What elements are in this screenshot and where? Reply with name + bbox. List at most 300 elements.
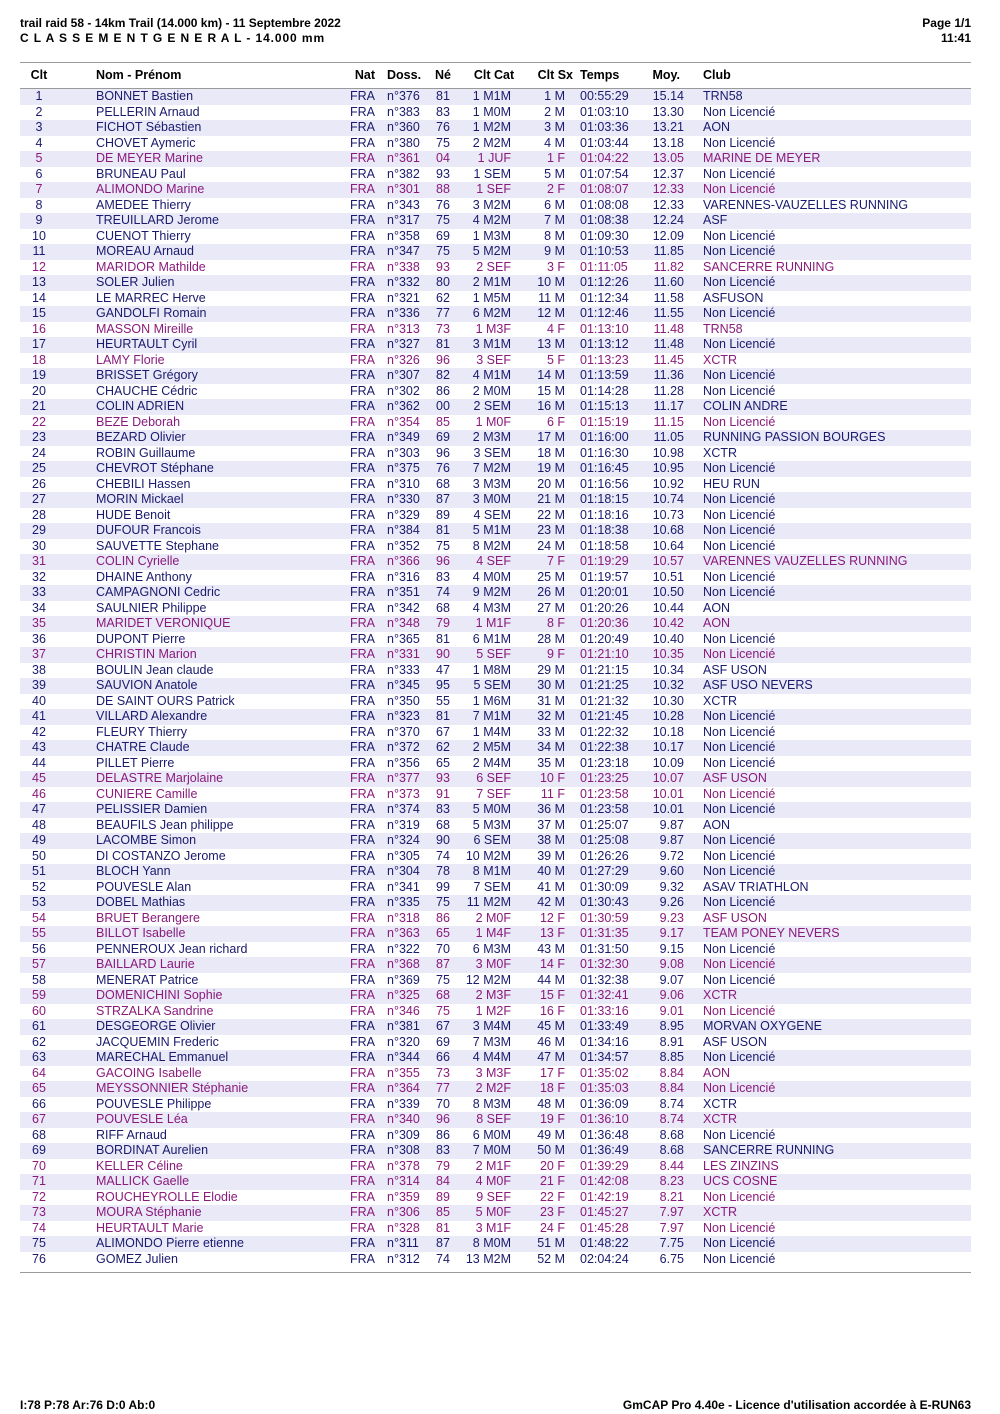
cell-time: 01:08:07 — [577, 182, 642, 198]
cell-club: Non Licencié — [703, 786, 776, 801]
table-end-rule — [20, 1272, 971, 1273]
report-header — [20, 16, 341, 45]
cell-born: 76 — [423, 461, 463, 477]
cell-name: DHAINE Anthony — [96, 569, 192, 584]
cell-time: 01:34:16 — [580, 1034, 629, 1049]
cell-speed: 10.44 — [652, 600, 684, 615]
cell-name: BORDINAT Aurelien — [58, 1143, 315, 1159]
cell-nat: FRA — [315, 523, 375, 539]
table-row — [20, 647, 971, 663]
cell-time: 01:36:10 — [577, 1112, 642, 1128]
table-row — [20, 461, 971, 477]
cell-speed: 13.05 — [642, 151, 692, 167]
cell-cat-rank: 2 M3F — [463, 988, 525, 1004]
cell-nat: FRA — [315, 926, 375, 942]
cell-bib: n°320 — [387, 1034, 420, 1049]
cell-club: Non Licencié — [692, 740, 971, 756]
cell-rank: 26 — [32, 476, 46, 491]
cell-bib: n°303 — [387, 445, 420, 460]
cell-sex-rank: 3 F — [546, 259, 565, 274]
cell-sex-rank: 20 M — [537, 476, 565, 491]
cell-nat: FRA — [315, 957, 375, 973]
cell-sex-rank: 17 M — [525, 430, 577, 446]
table-row — [20, 229, 971, 245]
cell-rank: 27 — [20, 492, 58, 508]
cell-name: BEZE Deborah — [96, 414, 181, 429]
cell-nat: FRA — [350, 941, 375, 956]
cell-time: 01:21:15 — [580, 662, 629, 677]
cell-rank: 46 — [32, 786, 46, 801]
table-row — [20, 182, 971, 198]
cell-bib: n°312 — [387, 1251, 420, 1266]
cell-club: ASF — [692, 213, 971, 229]
table-row — [20, 260, 971, 276]
cell-time: 01:42:08 — [577, 1174, 642, 1190]
cell-rank: 18 — [32, 352, 46, 367]
cell-bib: n°311 — [375, 1236, 423, 1252]
cell-time: 01:34:57 — [577, 1050, 642, 1066]
cell-sex-rank: 47 M — [525, 1050, 577, 1066]
table-row — [20, 291, 971, 307]
table-row — [20, 725, 971, 741]
cell-club: ASF USON — [703, 910, 767, 925]
cell-cat-rank: 9 M2M — [463, 585, 525, 601]
cell-born: 68 — [436, 600, 450, 615]
cell-born: 89 — [436, 1189, 450, 1204]
cell-time: 01:39:29 — [580, 1158, 629, 1173]
cell-club: AON — [703, 817, 731, 832]
table-row — [20, 337, 971, 353]
cell-cat-rank: 5 SEF — [463, 647, 525, 663]
table-row — [20, 1050, 971, 1066]
page-number: Page 1/1 — [922, 16, 971, 30]
cell-rank: 21 — [20, 399, 58, 415]
cell-bib: n°309 — [387, 1127, 420, 1142]
cell-sex-rank: 4 M — [544, 135, 565, 150]
cell-sex-rank: 15 M — [537, 383, 565, 398]
table-row — [20, 1252, 971, 1268]
cell-speed: 10.28 — [642, 709, 692, 725]
cell-speed: 10.18 — [652, 724, 684, 739]
cell-speed: 10.32 — [642, 678, 692, 694]
cell-speed: 10.68 — [642, 523, 692, 539]
table-row — [20, 740, 971, 756]
cell-cat-rank: 1 SEF — [463, 182, 525, 198]
cell-nat: FRA — [315, 988, 375, 1004]
cell-rank: 74 — [32, 1220, 46, 1235]
cell-cat-rank: 6 SEM — [463, 833, 525, 849]
cell-time: 01:16:00 — [577, 430, 642, 446]
cell-born: 68 — [423, 988, 463, 1004]
cell-name: STRZALKA Sandrine — [96, 1003, 214, 1018]
table-row — [20, 1004, 971, 1020]
cell-bib: n°318 — [387, 910, 420, 925]
cell-nat: FRA — [350, 817, 375, 832]
cell-rank: 61 — [20, 1019, 58, 1035]
cell-speed: 10.17 — [642, 740, 692, 756]
col-header-rank: Clt — [20, 65, 58, 89]
cell-club: Non Licencié — [692, 337, 971, 353]
cell-bib: n°302 — [387, 383, 420, 398]
cell-speed: 8.21 — [659, 1189, 684, 1204]
cell-born: 99 — [436, 879, 450, 894]
cell-rank: 44 — [32, 755, 46, 770]
cell-name: MOREAU Arnaud — [58, 244, 315, 260]
cell-bib: n°365 — [387, 631, 420, 646]
cell-name: BILLOT Isabelle — [58, 926, 315, 942]
cell-club: Non Licencié — [703, 383, 776, 398]
cell-sex-rank: 44 M — [537, 972, 565, 987]
cell-speed: 9.26 — [642, 895, 692, 911]
cell-born: 82 — [423, 368, 463, 384]
cell-club: XCTR — [692, 988, 971, 1004]
table-row — [20, 709, 971, 725]
cell-nat: FRA — [350, 1127, 375, 1142]
table-row — [20, 802, 971, 818]
cell-club: Non Licencié — [703, 104, 776, 119]
cell-cat-rank: 7 SEF — [476, 786, 511, 801]
cell-cat-rank: 2 M0M — [472, 383, 511, 398]
cell-nat: FRA — [350, 197, 375, 212]
cell-cat-rank: 12 M2M — [465, 972, 511, 987]
col-header-bib: Doss. — [375, 65, 423, 89]
table-row — [20, 570, 971, 586]
cell-bib: n°314 — [375, 1174, 423, 1190]
cell-rank: 22 — [32, 414, 46, 429]
cell-time: 01:36:48 — [580, 1127, 629, 1142]
col-header-sex-rank: Clt Sx — [525, 65, 577, 89]
cell-sex-rank: 8 F — [525, 616, 577, 632]
cell-time: 01:23:25 — [577, 771, 642, 787]
cell-cat-rank: 7 M3M — [472, 1034, 511, 1049]
table-row — [20, 167, 971, 183]
cell-sex-rank: 13 M — [525, 337, 577, 353]
cell-cat-rank: 4 M0M — [472, 569, 511, 584]
cell-rank: 52 — [32, 879, 46, 894]
table-row — [20, 957, 971, 973]
cell-sex-rank: 39 M — [537, 848, 565, 863]
cell-cat-rank: 3 M3F — [475, 1065, 511, 1080]
cell-club: ASFUSON — [703, 290, 764, 305]
table-row — [20, 694, 971, 710]
cell-club: HEU RUN — [703, 476, 760, 491]
cell-name: DESGEORGE Olivier — [58, 1019, 315, 1035]
cell-cat-rank: 11 M2M — [463, 895, 525, 911]
header-rule — [20, 62, 971, 63]
cell-speed: 11.48 — [653, 321, 684, 336]
cell-born: 91 — [436, 786, 450, 801]
cell-club: UCS COSNE — [692, 1174, 971, 1190]
cell-name: AMEDEE Thierry — [96, 197, 191, 212]
cell-club: Non Licencié — [692, 864, 971, 880]
cell-bib: n°321 — [387, 290, 420, 305]
cell-time: 01:36:49 — [577, 1143, 642, 1159]
cell-speed: 11.17 — [642, 399, 692, 415]
cell-cat-rank: 3 SEF — [476, 352, 511, 367]
cell-born: 81 — [436, 1220, 450, 1235]
cell-nat: FRA — [350, 507, 375, 522]
cell-rank: 57 — [20, 957, 58, 973]
cell-time: 01:22:32 — [580, 724, 629, 739]
cell-speed: 11.36 — [642, 368, 692, 384]
cell-born: 86 — [436, 383, 450, 398]
table-row — [20, 833, 971, 849]
cell-cat-rank: 1 M1F — [463, 616, 525, 632]
cell-time: 01:21:45 — [577, 709, 642, 725]
cell-cat-rank: 5 M3M — [472, 817, 511, 832]
cell-time: 01:48:22 — [577, 1236, 642, 1252]
cell-cat-rank: 4 SEM — [473, 507, 511, 522]
cell-club: Non Licencié — [703, 755, 776, 770]
cell-bib: n°384 — [375, 523, 423, 539]
cell-nat: FRA — [350, 321, 375, 336]
cell-nat: FRA — [315, 864, 375, 880]
cell-speed: 9.87 — [642, 833, 692, 849]
cell-rank: 25 — [20, 461, 58, 477]
cell-name: BRUET Berangere — [96, 910, 200, 925]
cell-bib: n°338 — [387, 259, 420, 274]
cell-nat: FRA — [315, 616, 375, 632]
cell-sex-rank: 9 F — [525, 647, 577, 663]
cell-speed: 7.97 — [642, 1205, 692, 1221]
table-row — [20, 120, 971, 136]
table-row — [20, 244, 971, 260]
cell-sex-rank: 7 F — [525, 554, 577, 570]
cell-sex-rank: 19 M — [525, 461, 577, 477]
cell-born: 85 — [423, 1205, 463, 1221]
cell-cat-rank: 7 M1M — [463, 709, 525, 725]
table-row — [20, 1081, 971, 1097]
cell-sex-rank: 14 F — [525, 957, 577, 973]
cell-nat: FRA — [315, 151, 375, 167]
cell-bib: n°360 — [375, 120, 423, 136]
cell-speed: 10.07 — [642, 771, 692, 787]
cell-speed: 9.07 — [659, 972, 684, 987]
cell-bib: n°330 — [375, 492, 423, 508]
table-row — [20, 849, 971, 865]
cell-sex-rank: 12 F — [539, 910, 565, 925]
cell-born: 74 — [423, 585, 463, 601]
cell-bib: n°358 — [387, 228, 420, 243]
cell-nat: FRA — [315, 213, 375, 229]
cell-bib: n°322 — [387, 941, 420, 956]
cell-name: BEAUFILS Jean philippe — [96, 817, 234, 832]
cell-sex-rank: 51 M — [525, 1236, 577, 1252]
cell-nat: FRA — [350, 600, 375, 615]
cell-born: 75 — [436, 538, 450, 553]
cell-rank: 49 — [20, 833, 58, 849]
cell-name: MEYSSONNIER Stéphanie — [58, 1081, 315, 1097]
cell-club: Non Licencié — [692, 244, 971, 260]
cell-speed: 9.60 — [642, 864, 692, 880]
cell-time: 01:11:05 — [580, 259, 628, 274]
cell-rank: 67 — [20, 1112, 58, 1128]
cell-name: BONNET Bastien — [58, 89, 315, 105]
table-row — [20, 942, 971, 958]
cell-sex-rank: 38 M — [525, 833, 577, 849]
cell-speed: 8.85 — [642, 1050, 692, 1066]
cell-name: SOLER Julien — [58, 275, 315, 291]
cell-time: 00:55:29 — [577, 89, 642, 105]
cell-name: TREUILLARD Jerome — [58, 213, 315, 229]
table-row — [20, 1159, 971, 1175]
cell-club: RUNNING PASSION BOURGES — [692, 430, 971, 446]
cell-club: Non Licencié — [692, 1236, 971, 1252]
cell-time: 01:16:56 — [580, 476, 629, 491]
cell-nat: FRA — [315, 244, 375, 260]
print-time: 11:41 — [940, 30, 971, 45]
cell-bib: n°301 — [375, 182, 423, 198]
cell-cat-rank: 3 M0M — [463, 492, 525, 508]
cell-nat: FRA — [315, 306, 375, 322]
cell-speed: 11.58 — [653, 290, 684, 305]
cell-bib: n°361 — [375, 151, 423, 167]
cell-bib: n°323 — [375, 709, 423, 725]
cell-name: MALLICK Gaelle — [58, 1174, 315, 1190]
cell-born: 75 — [423, 244, 463, 260]
cell-bib: n°343 — [387, 197, 420, 212]
cell-rank: 6 — [35, 166, 43, 181]
cell-time: 01:12:26 — [577, 275, 642, 291]
cell-bib: n°369 — [387, 972, 420, 987]
cell-bib: n°306 — [375, 1205, 423, 1221]
cell-time: 01:13:10 — [580, 321, 629, 336]
cell-rank: 34 — [32, 600, 46, 615]
cell-sex-rank: 4 F — [546, 321, 565, 336]
cell-sex-rank: 3 M — [525, 120, 577, 136]
cell-born: 89 — [436, 507, 450, 522]
cell-club: XCTR — [703, 352, 738, 367]
cell-sex-rank: 27 M — [537, 600, 565, 615]
cell-time: 01:18:38 — [577, 523, 642, 539]
cell-time: 01:33:49 — [577, 1019, 642, 1035]
cell-nat: FRA — [315, 802, 375, 818]
cell-time: 01:13:12 — [577, 337, 642, 353]
table-row — [20, 399, 971, 415]
cell-cat-rank: 7 M0M — [463, 1143, 525, 1159]
cell-time: 01:23:58 — [580, 786, 629, 801]
cell-bib: n°355 — [387, 1065, 420, 1080]
cell-time: 01:26:26 — [580, 848, 629, 863]
cell-bib: n°374 — [375, 802, 423, 818]
cell-sex-rank: 9 M — [525, 244, 577, 260]
cell-sex-rank: 13 F — [525, 926, 577, 942]
cell-speed: 11.05 — [642, 430, 692, 446]
cell-born: 67 — [423, 1019, 463, 1035]
cell-speed: 10.57 — [642, 554, 692, 570]
cell-speed: 8.84 — [642, 1081, 692, 1097]
cell-rank: 19 — [20, 368, 58, 384]
cell-sex-rank: 52 M — [537, 1251, 565, 1266]
cell-time: 01:21:25 — [577, 678, 642, 694]
cell-cat-rank: 7 M2M — [463, 461, 525, 477]
cell-rank: 1 — [20, 89, 58, 105]
cell-club: Non Licencié — [692, 1050, 971, 1066]
cell-club: XCTR — [692, 1112, 971, 1128]
cell-bib: n°336 — [375, 306, 423, 322]
table-row — [20, 523, 971, 539]
cell-speed: 10.51 — [652, 569, 684, 584]
cell-club: Non Licencié — [703, 972, 776, 987]
cell-name: SAUVETTE Stephane — [96, 538, 219, 553]
cell-nat: FRA — [315, 89, 375, 105]
cell-rank: 28 — [32, 507, 46, 522]
cell-club: SANCERRE RUNNING — [703, 259, 835, 274]
cell-name: DI COSTANZO Jerome — [96, 848, 226, 863]
cell-cat-rank: 1 M1M — [463, 89, 525, 105]
table-row — [20, 911, 971, 927]
cell-club: Non Licencié — [692, 523, 971, 539]
cell-speed: 11.82 — [653, 259, 684, 274]
cell-club: Non Licencié — [703, 1251, 776, 1266]
cell-speed: 7.75 — [642, 1236, 692, 1252]
table-row — [20, 353, 971, 369]
cell-bib: n°341 — [387, 879, 420, 894]
cell-born: 83 — [423, 1143, 463, 1159]
cell-sex-rank: 1 F — [525, 151, 577, 167]
cell-speed: 11.48 — [642, 337, 692, 353]
table-row — [20, 554, 971, 570]
cell-speed: 9.06 — [642, 988, 692, 1004]
cell-rank: 56 — [32, 941, 46, 956]
cell-born: 69 — [423, 430, 463, 446]
cell-cat-rank: 8 M2M — [472, 538, 511, 553]
table-row — [20, 771, 971, 787]
cell-nat: FRA — [315, 1174, 375, 1190]
cell-sex-rank: 42 M — [525, 895, 577, 911]
table-row — [20, 1066, 971, 1082]
cell-time: 02:04:24 — [580, 1251, 629, 1266]
cell-time: 01:18:16 — [580, 507, 629, 522]
cell-bib: n°332 — [375, 275, 423, 291]
cell-cat-rank: 1 M5M — [472, 290, 511, 305]
table-row — [20, 322, 971, 338]
results-table — [20, 65, 971, 1267]
cell-bib: n°381 — [375, 1019, 423, 1035]
col-header-nat: Nat — [315, 65, 375, 89]
table-row — [20, 756, 971, 772]
cell-time: 01:25:08 — [577, 833, 642, 849]
cell-born: 55 — [436, 693, 450, 708]
cell-born: 96 — [423, 554, 463, 570]
cell-rank: 13 — [20, 275, 58, 291]
cell-name: RIFF Arnaud — [96, 1127, 167, 1142]
cell-speed: 10.64 — [652, 538, 684, 553]
cell-cat-rank: 8 SEF — [463, 1112, 525, 1128]
cell-nat: FRA — [350, 414, 375, 429]
cell-time: 01:30:09 — [580, 879, 629, 894]
table-row — [20, 787, 971, 803]
cell-cat-rank: 2 SEF — [476, 259, 511, 274]
cell-name: HEURTAULT Cyril — [58, 337, 315, 353]
cell-nat: FRA — [350, 1065, 375, 1080]
cell-time: 01:15:13 — [577, 399, 642, 415]
cell-name: DELASTRE Marjolaine — [58, 771, 315, 787]
cell-sex-rank: 21 F — [525, 1174, 577, 1190]
cell-born: 47 — [436, 662, 450, 677]
cell-born: 77 — [423, 306, 463, 322]
cell-rank: 38 — [32, 662, 46, 677]
cell-time: 01:09:30 — [580, 228, 629, 243]
cell-club: Non Licencié — [703, 414, 776, 429]
cell-club: VARENNES VAUZELLES RUNNING — [692, 554, 971, 570]
cell-cat-rank: 1 M2M — [463, 120, 525, 136]
cell-born: 74 — [436, 848, 450, 863]
cell-nat: FRA — [315, 1112, 375, 1128]
cell-rank: 8 — [35, 197, 43, 212]
cell-club: Non Licencié — [703, 538, 776, 553]
cell-cat-rank: 4 M3M — [472, 600, 511, 615]
